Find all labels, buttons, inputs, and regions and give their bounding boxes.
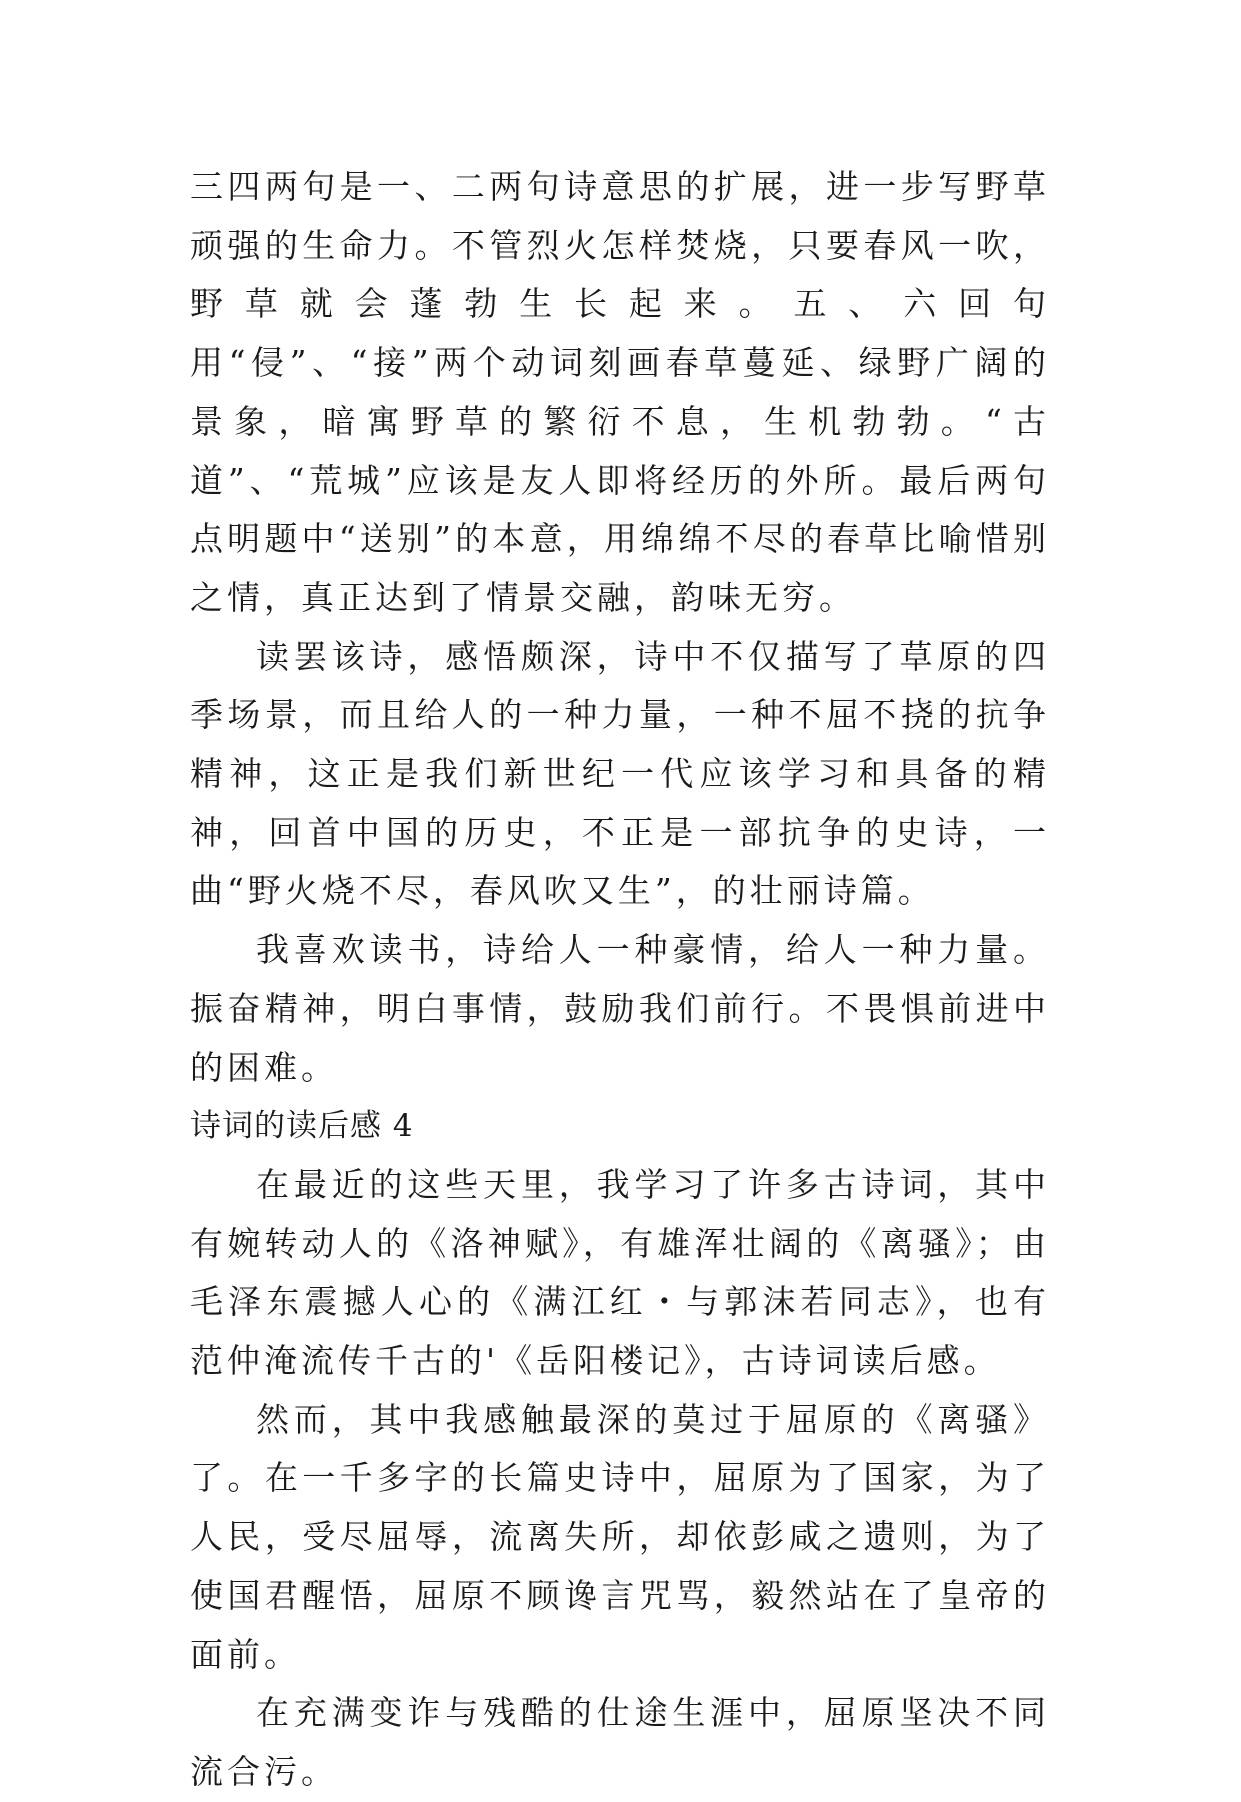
document-body <box>190 158 1050 1802</box>
paragraph-3: 我喜欢读书，诗给人一种豪情，给人一种力量。振奋精神，明白事情，鼓励我们前行。不畏惧前进中的困难。 <box>190 930 1050 1087</box>
paragraph-5: 然而，其中我感触最深的莫过于屈原的《离骚》了。在一千多字的长篇史诗中，屈原为了国家，为了人民，受尽屈辱，流离失所，却依彭咸之遗则，为了使国君醒悟，屈原不顾谗言咒骂，毅然站在了皇帝的面前。 <box>190 1399 1050 1674</box>
paragraph-1: 三四两句是一、二两句诗意思的扩展，进一步写野草顽强的生命力。不管烈火怎样焚烧，只要春风一吹，野草就会蓬勃生长起来。五、六回句用“侵”、“接”两个动词刻画春草蔓延、绿野广阔的景象，暗寓野草的繁衍不息，生机勃勃。“古道”、“荒城”应该是友人即将经历的外所。最后两句点明题中“送别”的本意，用绵绵不尽的春草比喻惜别之情，真正达到了情景交融，韵味无穷。 <box>190 167 1050 617</box>
paragraph-4: 在最近的这些天里，我学习了许多古诗词，其中有婉转动人的《洛神赋》，有雄浑壮阔的《离骚》；由毛泽东震撼人心的《满江红・与郭沫若同志》，也有范仲淹流传千古的'《岳阳楼记》，古诗词读后感。 <box>190 1164 1050 1381</box>
paragraph-2: 读罢该诗，感悟颇深，诗中不仅描写了草原的四季场景，而且给人的一种力量，一种不屈不挠的抗争精神，这正是我们新世纪一代应该学习和具备的精神，回首中国的历史，不正是一部抗争的史诗，一曲“野火烧不尽，春风吹又生”，的壮丽诗篇。 <box>190 636 1050 911</box>
section-heading: 诗词的读后感 4 <box>190 1108 414 1145</box>
paragraph-6: 在充满变诈与残酷的仕途生涯中，屈原坚决不同流合污。 <box>190 1693 1050 1791</box>
